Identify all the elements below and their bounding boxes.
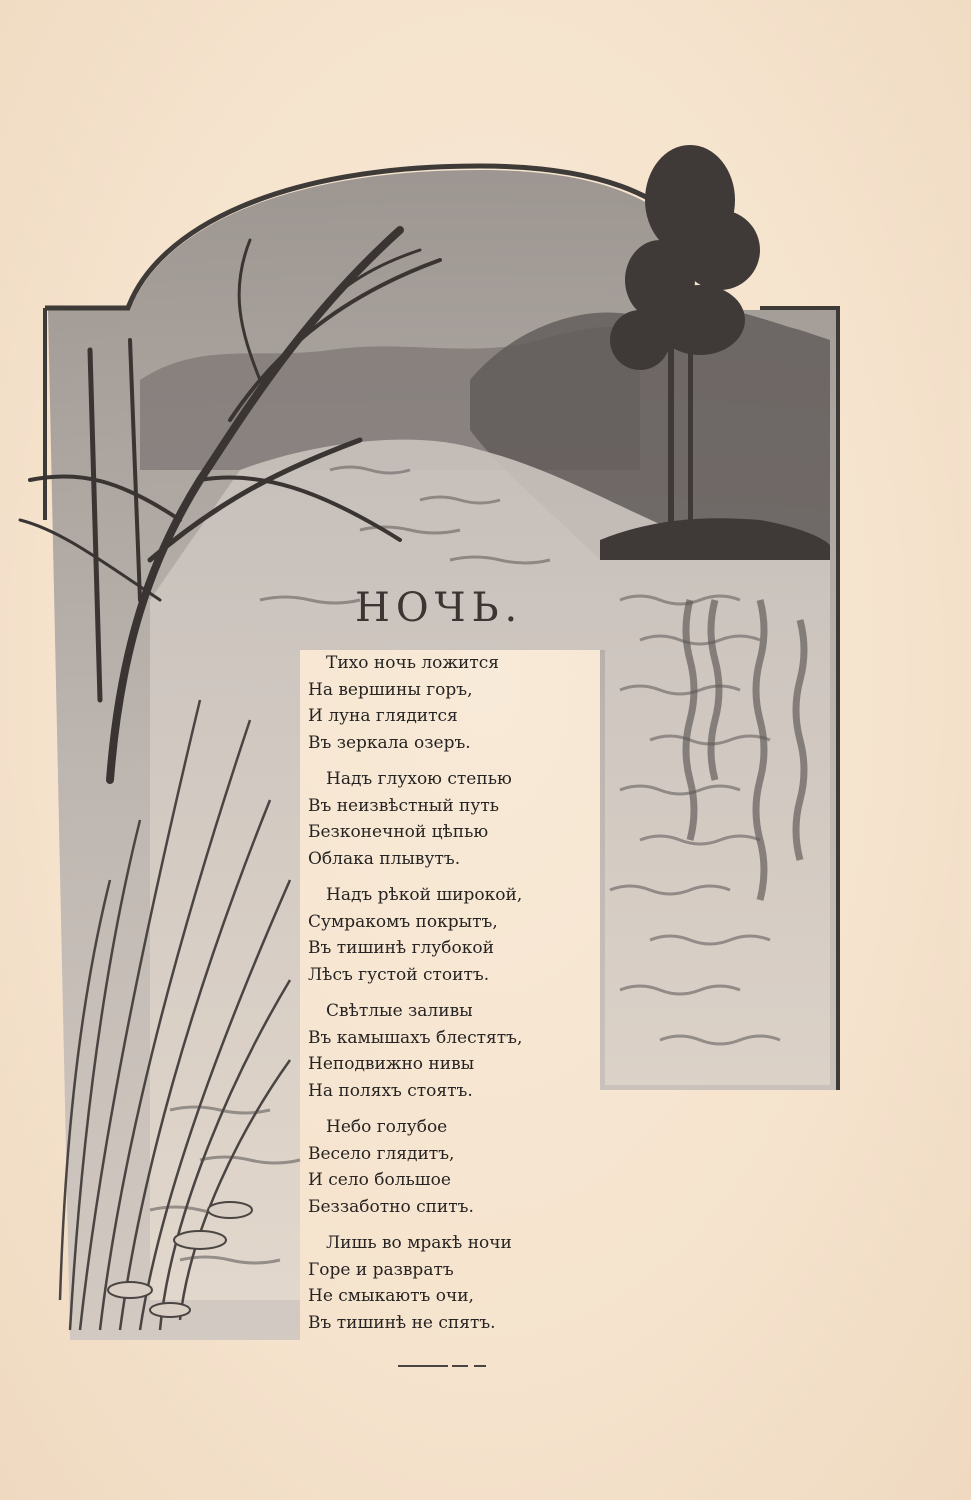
poem-line: И луна глядится [308, 706, 458, 726]
end-divider [398, 1364, 486, 1368]
poem-stanza [308, 1230, 608, 1346]
poem-line: Въ зеркала озеръ. [308, 732, 471, 753]
poem-title: НОЧЬ. [355, 585, 524, 631]
poem-line: Въ камышахъ блестятъ, [308, 1027, 523, 1048]
poem-line: Въ тишинѣ глубокой [308, 938, 494, 958]
poem-line: И село большое [308, 1170, 451, 1190]
poem-line: Лѣсъ густой стоитъ. [308, 964, 490, 985]
poem-line: Небо голубое [326, 1117, 448, 1137]
poem-line: Облака плывутъ. [308, 848, 461, 869]
poem-line: Сумракомъ покрытъ, [308, 911, 498, 932]
poem-line: Надъ рѣкой широкой, [326, 885, 523, 905]
poem-line: Не смыкаютъ очи, [308, 1286, 474, 1306]
poem-stanza [308, 766, 608, 882]
poem-stanza [308, 650, 608, 766]
poem-line: Беззаботно спитъ. [308, 1196, 474, 1217]
poem-line: Надъ глухою степью [326, 769, 512, 789]
poem-line: Горе и развратъ [308, 1259, 454, 1280]
poem-line: Тихо ночь ложится [326, 653, 500, 673]
poem-line: На поляхъ стоятъ. [308, 1080, 473, 1101]
poem-line: Неподвижно нивы [308, 1054, 475, 1074]
poem-line: Весело глядитъ, [308, 1143, 455, 1164]
poem-stanza [308, 882, 608, 998]
poem-line: Лишь во мракѣ ночи [326, 1233, 512, 1253]
poem-line: Свѣтлые заливы [326, 1001, 473, 1021]
poem-body [308, 650, 608, 1346]
poem-line: Въ неизвѣстный путь [308, 795, 500, 816]
poem-line: Безконечной цѣпью [308, 822, 489, 842]
poem-stanza [308, 998, 608, 1114]
poem-stanza [308, 1114, 608, 1230]
poem-line: На вершины горъ, [308, 679, 473, 700]
poem-line: Въ тишинѣ не спятъ. [308, 1312, 496, 1333]
